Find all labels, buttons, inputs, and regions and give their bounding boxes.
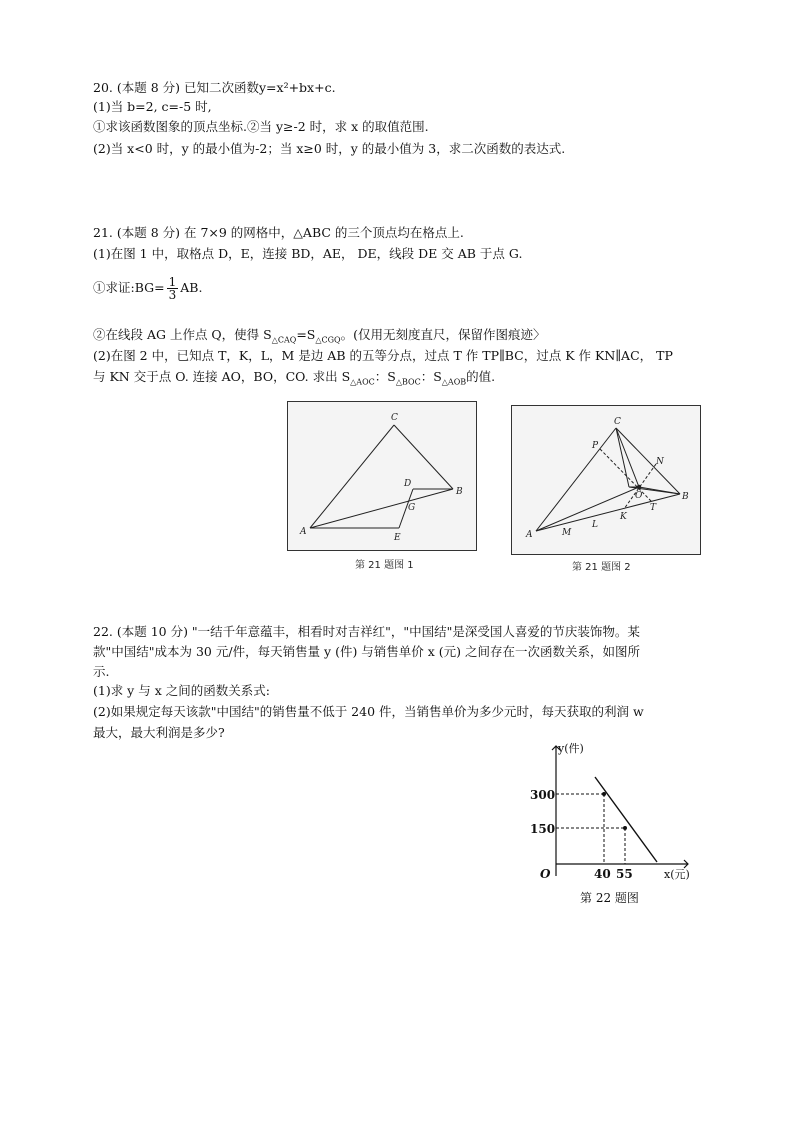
label-p: P	[592, 441, 599, 451]
q22-part2: (2)如果规定每天该款"中国结"的销售量不低于 240 件，当销售单价为多少元时，每天获取的利润 w	[93, 704, 644, 719]
q20-part1: (1)当 b=2, c=-5 时,	[93, 99, 212, 114]
q21-title: 21. (本题 8 分) 在 7×9 的网格中，△ABC 的三个顶点均在格点上.	[93, 225, 464, 240]
x-tick-55: 55	[616, 867, 633, 881]
y-axis-label: y(件)	[558, 742, 584, 755]
y-tick-300: 300	[530, 788, 556, 802]
q20-part1-items: ①求该函数图象的顶点坐标.②当 y≥-2 时，求 x 的取值范围.	[93, 119, 429, 134]
q22-part2-cont: 最大，最大利润是多少?	[93, 725, 225, 740]
label-o: O	[635, 491, 643, 501]
point-40-300	[602, 792, 606, 796]
label-l: L	[592, 520, 598, 530]
figure-21-2	[511, 405, 701, 555]
q21-part2: (2)在图 2 中，已知点 T，K，L，M 是边 AB 的五等分点，过点 T 作 TP∥BC，过点 K 作 KN∥AC， TP	[93, 348, 673, 363]
label-d: D	[404, 479, 412, 489]
q20-title: 20. (本题 8 分) 已知二次函数y=x²+bx+c.	[93, 80, 336, 95]
x-tick-40: 40	[594, 867, 611, 881]
segment-ab	[536, 494, 680, 531]
figure-21-2-drawing	[512, 406, 700, 554]
label-n: N	[656, 457, 664, 467]
q22-graph-caption: 第 22 题图	[580, 891, 639, 905]
q22-body-2: 示.	[93, 664, 110, 679]
figure-21-1	[287, 401, 477, 551]
segment-cb	[394, 425, 453, 489]
label-c: C	[391, 413, 398, 423]
label-m: M	[562, 528, 572, 538]
origin-label: O	[540, 867, 551, 881]
figure-21-2-caption: 第 21 题图 2	[572, 562, 631, 573]
y-tick-150: 150	[530, 822, 556, 836]
q21-part2-cont: 与 KN 交于点 O. 连接 AO，BO，CO. 求出 $S_{\triangle AOC}$：$S_{\triangle BOC}$：$S_{\triangle AOB}$的值.	[93, 369, 496, 387]
figure-21-1-caption: 第 21 题图 1	[355, 560, 414, 571]
label-b: B	[456, 487, 463, 497]
x-axis-label: x(元)	[664, 868, 690, 881]
q22-title: 22. (本题 10 分) "一结千年意蕴丰，相看时对吉祥红"，"中国结"是深受国人喜爱的节庆装饰物。某	[93, 624, 640, 639]
label-a: A	[526, 530, 533, 540]
label-c: C	[614, 417, 621, 427]
fraction-one-third: $\frac{1}{3}$	[168, 275, 177, 302]
q20-part2: (2)当 x<0 时，y 的最小值为-2；当 x≥0 时，y 的最小值为 3，求二次函数的表达式.	[93, 141, 566, 156]
q22-part1: (1)求 y 与 x 之间的函数关系式:	[93, 683, 270, 698]
figure-21-1-drawing	[288, 402, 476, 550]
label-t: T	[650, 503, 657, 513]
label-e: E	[394, 533, 401, 543]
q21-construct: ②在线段 AG 上作点 Q，使得 $S_{\triangle CAQ}=S_{\triangle CGQ}$。(仅用无刻度直尺，保留作图痕迹〉	[93, 327, 546, 345]
segment-ac	[536, 428, 616, 531]
point-o	[637, 485, 641, 489]
segment-ab	[310, 489, 453, 528]
segment-cb	[616, 428, 680, 494]
q21-part1: (1)在图 1 中，取格点 D，E，连接 BD，AE， DE，线段 DE 交 AB 于点 G.	[93, 246, 523, 261]
segment-ac	[310, 425, 394, 528]
q22-body-1: 款"中国结"成本为 30 元/件，每天销售量 y (件) 与销售单价 x (元) 之间存在一次函数关系，如图所	[93, 644, 641, 659]
q21-proof: ①求证:BG= $\frac{1}{3}$ AB.	[93, 275, 203, 302]
label-g: G	[408, 503, 416, 513]
label-k: K	[620, 512, 627, 522]
q22-graph	[520, 738, 695, 913]
label-a: A	[300, 527, 307, 537]
point-55-150	[623, 826, 627, 830]
label-b: B	[682, 492, 689, 502]
